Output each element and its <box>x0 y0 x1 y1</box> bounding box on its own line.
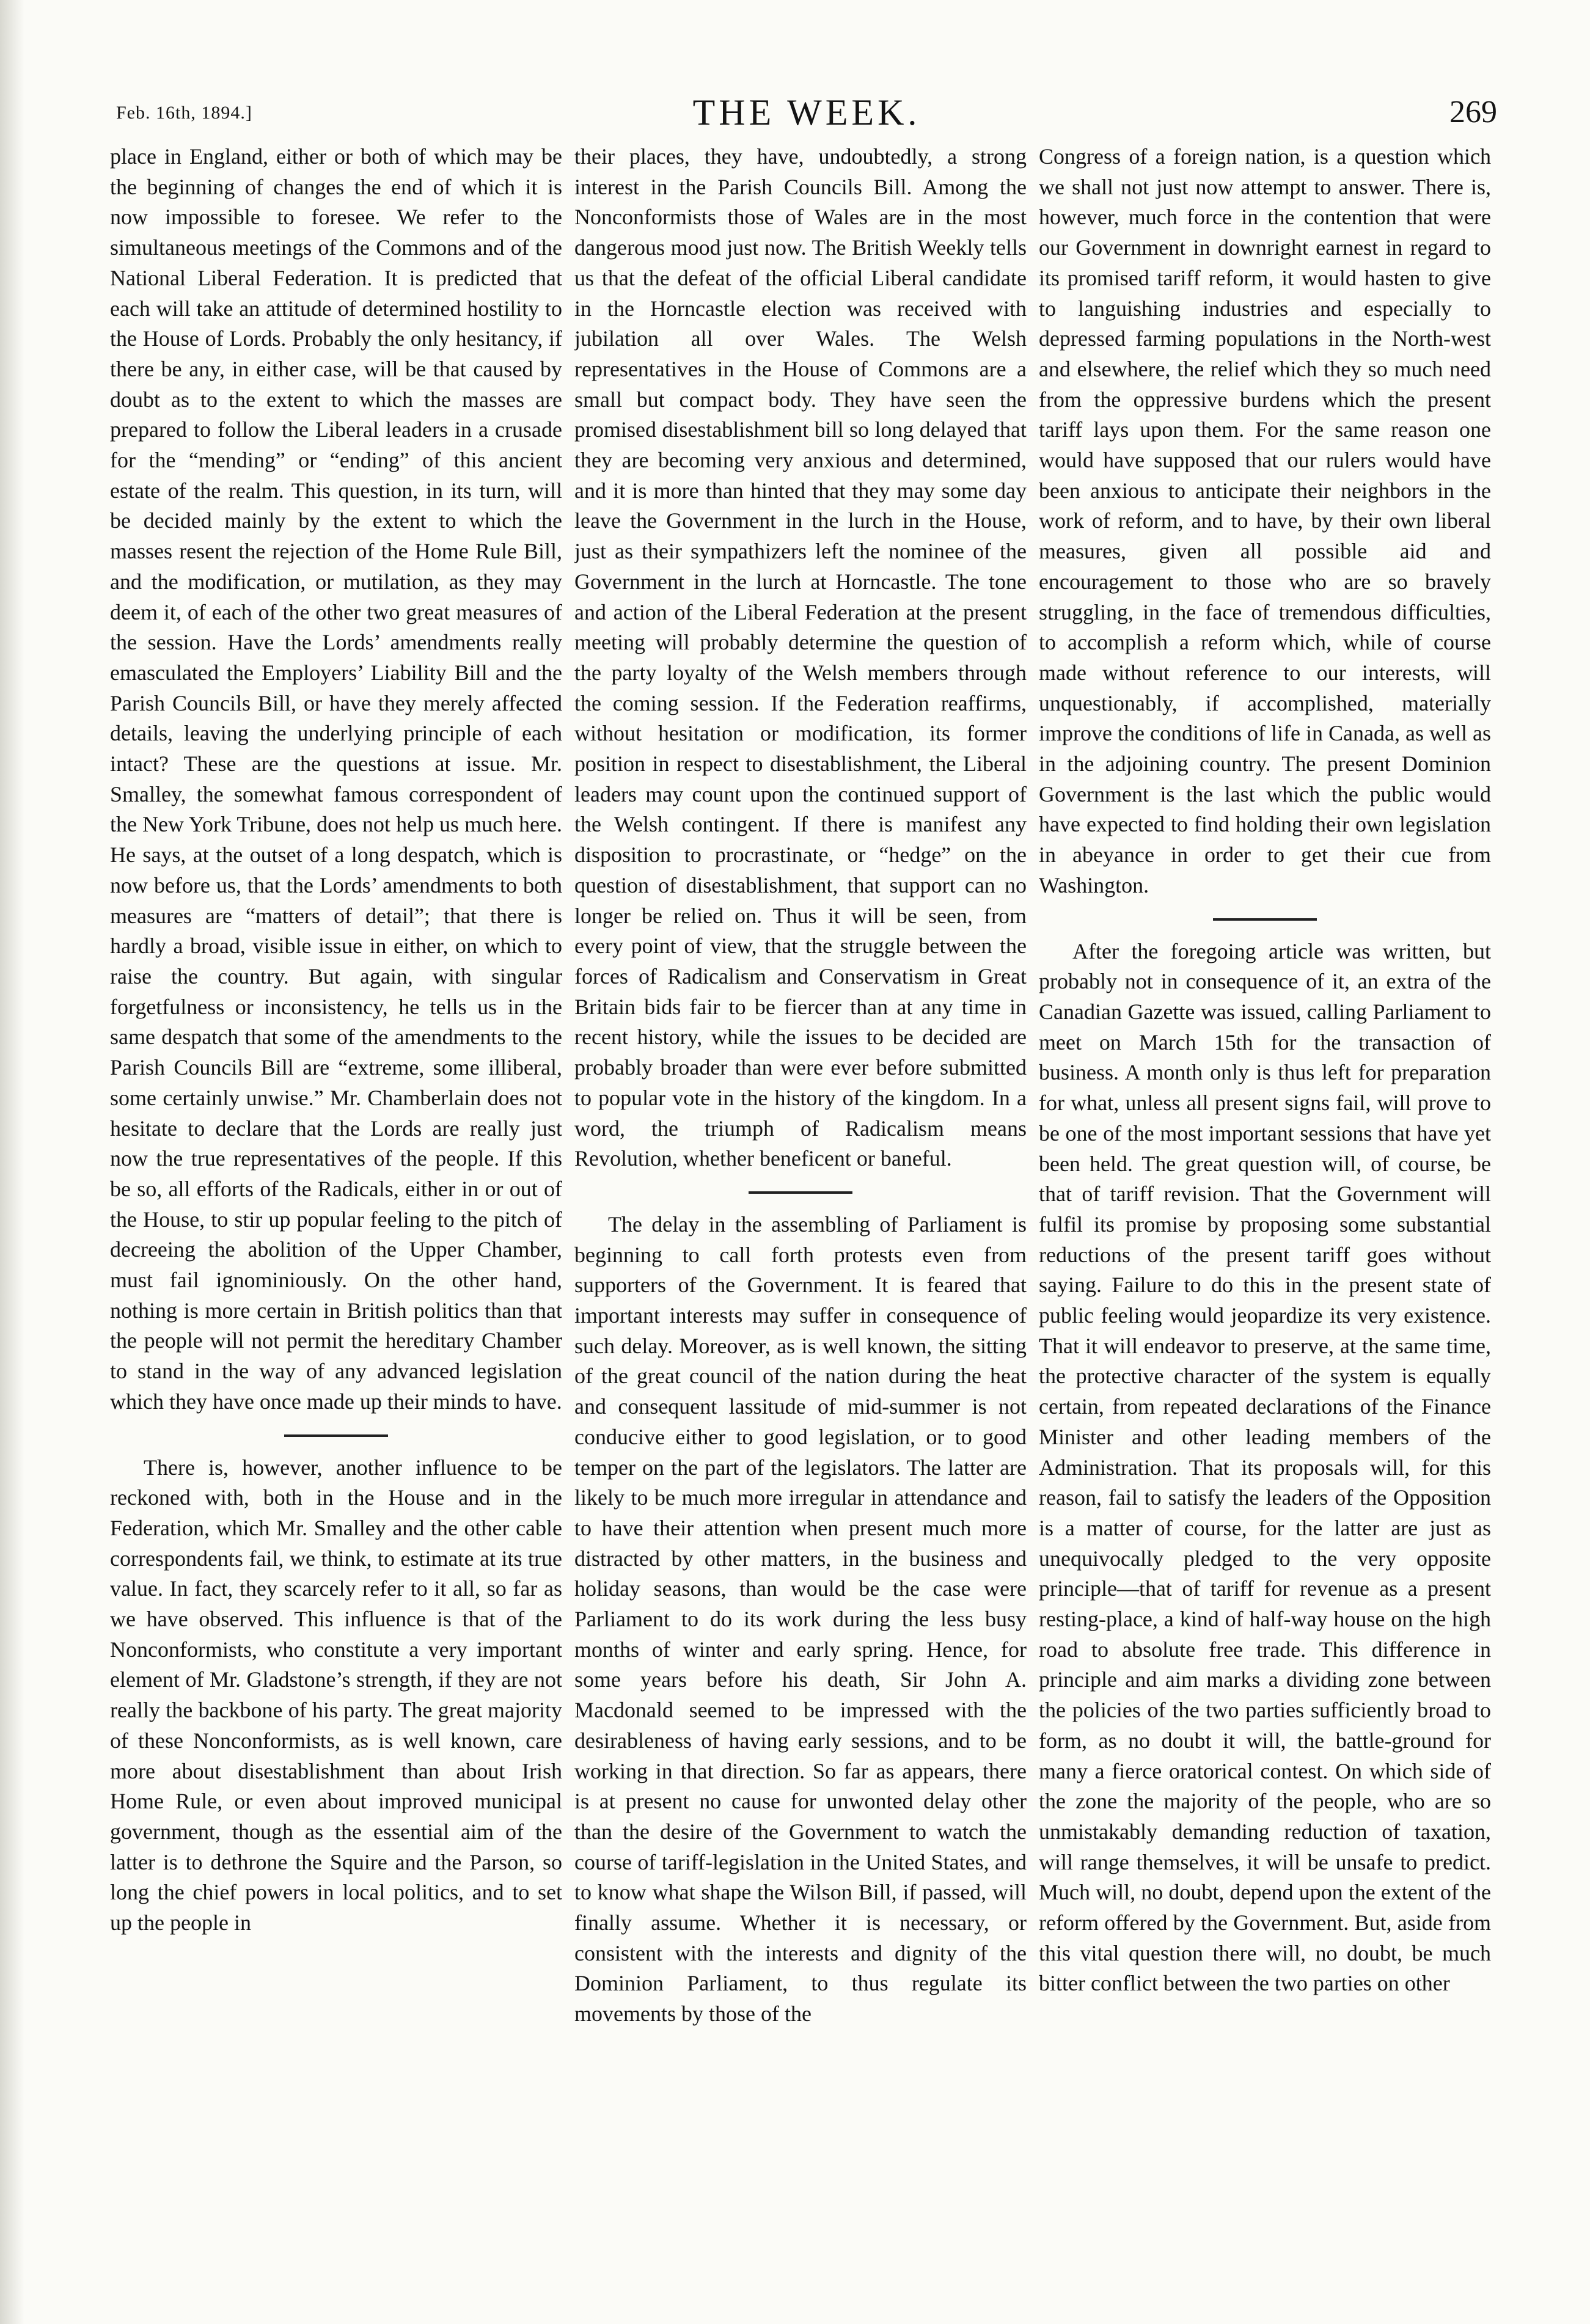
column-3 <box>1039 142 1491 2280</box>
column-1 <box>110 142 562 2280</box>
article-paragraph: Congress of a foreign nation, is a question which we shall not just now attempt to answer. There is, however, much force in the contention that were our Government in downright earnest in regard to its promised tariff reform, it would hasten to give to languishing industries and especially to depressed farming populations in the North-west and elsewhere, the relief which they so much need from the oppressive burdens which the present tariff lays upon them. For the same reason one would have supposed that our rulers would have been anxious to anticipate their neighbors in the work of reform, and to have, by their own liberal measures, given all possible aid and encouragement to those who are so bravely struggling, in the face of tremendous difficulties, to accomplish a reform which, while of course made without reference to our interests, will unquestionably, if accomplished, materially improve the conditions of life in Canada, as well as in the adjoining country. The present Dominion Government is the last which the public would have expected to find holding their own legislation in abeyance in order to get their cue from Washington. <box>1039 144 1491 897</box>
publication-title: THE WEEK. <box>692 92 921 133</box>
article-paragraph: their places, they have, undoubtedly, a strong interest in the Parish Councils Bill. Among the Nonconformists those of Wales are in the most dangerous mood just now. The British Weekly tells us that the defeat of the official Liberal candidate in the Horncastle election was received with jubilation all over Wales. The Welsh representatives in the House of Commons are a small but compact body. They have seen the promised disestablishment bill so long delayed that they are becoming very anxious and determined, and it is more than hinted that they may some day leave the Government in the lurch in the House, just as their sympathizers left the nominee of the Government in the lurch at Horncastle. The tone and action of the Liberal Federation at the present meeting will probably determine the question of the party loyalty of the Welsh members through the coming session. If the Federation reaffirms, without hesitation or modification, its former position in respect to disestablishment, the Liberal leaders may count upon the continued support of the Welsh contingent. If there is manifest any disposition to procrastinate, or “hedge” on the question of disestablishment, that support can no longer be relied on. Thus it will be seen, from every point of view, that the struggle between the forces of Radicalism and Conservatism in Great Britain bids fair to be fiercer than at any time in recent history, while the issues to be decided are probably broader than were ever before submitted to popular vote in the history of the kingdom. In a word, the triumph of Radicalism means Revolution, whether beneficent or baneful. <box>574 144 1027 1171</box>
page-number: 269 <box>1449 95 1497 130</box>
article-paragraph: place in England, either or both of which may be the beginning of changes the end of which it is now impossible to foresee. We refer to the simultaneous meetings of the Commons and of the National Liberal Federation. It is predicted that each will take an attitude of determined hostility to the House of Lords. Probably the only hesitancy, if there be any, in either case, will be that caused by doubt as to the extent to which the masses are prepared to follow the Liberal leaders in a crusade for the “mending” or “ending” of this ancient estate of the realm. This question, in its turn, will be decided mainly by the extent to which the masses resent the rejection of the Home Rule Bill, and the modification, or mutilation, as they may deem it, of each of the other two great measures of the session. Have the Lords’ amendments really emasculated the Employers’ Liability Bill and the Parish Councils Bill, or have they merely affected details, leaving the underlying principle of each intact? These are the questions at issue. Mr. Smalley, the somewhat famous correspondent of the New York Tribune, does not help us much here. He says, at the outset of a long despatch, which is now before us, that the Lords’ amendments to both measures are “matters of detail”; that there is hardly a broad, visible issue in either, on which to raise the country. But again, with singular forgetfulness or inconsistency, he tells us in the same despatch that some of the amendments to the Parish Councils Bill are “extreme, some illiberal, some certainly unwise.” Mr. Chamberlain does not hesitate to declare that the Lords are really just now the true representatives of the people. If this be so, all efforts of the Radicals, either in or out of the House, to stir up popular feeling to the pitch of decreeing the abolition of the Upper Chamber, must fail ignominiously. On the other hand, nothing is more certain in British politics than that the people will not permit the hereditary Chamber to stand in the way of any advanced legislation which they have once made up their minds to have. <box>110 144 562 1414</box>
section-divider <box>1213 918 1317 921</box>
page-header <box>110 92 1503 141</box>
scan-edge-shadow <box>0 0 24 2324</box>
section-divider <box>749 1191 852 1194</box>
article-paragraph: There is, however, another influence to be reckoned with, both in the House and in the Federation, which Mr. Smalley and the other cable correspondents fail, we think, to estimate at its true value. In fact, they scarcely refer to it all, so far as we have observed. This influence is that of the Nonconformists, who constitute a very important element of Mr. Gladstone’s strength, if they are not really the backbone of his party. The great majority of these Nonconformists, as is well known, care more about disestablishment than about Irish Home Rule, or even about improved municipal government, though as the essential aim of the latter is to dethrone the Squire and the Parson, so long the chief powers in local politics, and to set up the people in <box>110 1455 562 1935</box>
issue-date: Feb. 16th, 1894.] <box>116 103 252 123</box>
article-paragraph: The delay in the assembling of Parliament is beginning to call forth protests even from supporters of the Government. It is feared that important interests may suffer in consequence of such delay. Moreover, as is well known, the sitting of the great council of the nation during the heat and consequent lassitude of mid-summer is not conducive either to good legislation, or to good temper on the part of the legislators. The latter are likely to be much more irregular in attendance and to have their attention when present much more distracted by other matters, in the business and holiday seasons, than would be the case were Parliament to do its work during the less busy months of winter and early spring. Hence, for some years before his death, Sir John A. Macdonald seemed to be impressed with the desirableness of having early sessions, and to be working in that direction. So far as appears, there is at present no cause for unwonted delay other than the desire of the Government to watch the course of tariff-legislation in the United States, and to know what shape the Wilson Bill, if passed, will finally assume. Whether it is necessary, or consistent with the interests and dignity of the Dominion Parliament, to thus regulate its movements by those of the <box>574 1211 1027 2026</box>
column-2 <box>574 142 1027 2280</box>
article-paragraph: After the foregoing article was written, but probably not in consequence of it, an extra of the Canadian Gazette was issued, calling Parliament to meet on March 15th for the transaction of business. A month only is thus left for preparation for what, unless all present signs fail, will prove to be one of the most important sessions that have yet been held. The great question will, of course, be that of tariff revision. That the Government will fulfil its promise by proposing some substantial reductions of the present tariff goes without saying. Failure to do this in the present state of public feeling would jeopardize its very existence. That it will endeavor to preserve, at the same time, the protective character of the system is equally certain, from repeated declarations of the Finance Minister and other leading members of the Administration. That its proposals will, for this reason, fail to satisfy the leaders of the Opposition is a matter of course, for the latter are just as unequivocally pledged to the very opposite principle—that of tariff for revenue as a present resting-place, a kind of half-way house on the high road to absolute free trade. This difference in principle and aim marks a dividing zone between the policies of the two parties sufficiently broad to form, as no doubt it will, the battle-ground for many a fierce oratorical contest. On which side of the zone the majority of the people, who are so unmistakably demanding reduction of taxation, will range themselves, it will be unsafe to predict. Much will, no doubt, depend upon the extent of the reform offered by the Government. But, aside from this vital question there will, no doubt, be much bitter conflict between the two parties on other <box>1039 938 1491 1996</box>
section-divider <box>284 1434 388 1437</box>
